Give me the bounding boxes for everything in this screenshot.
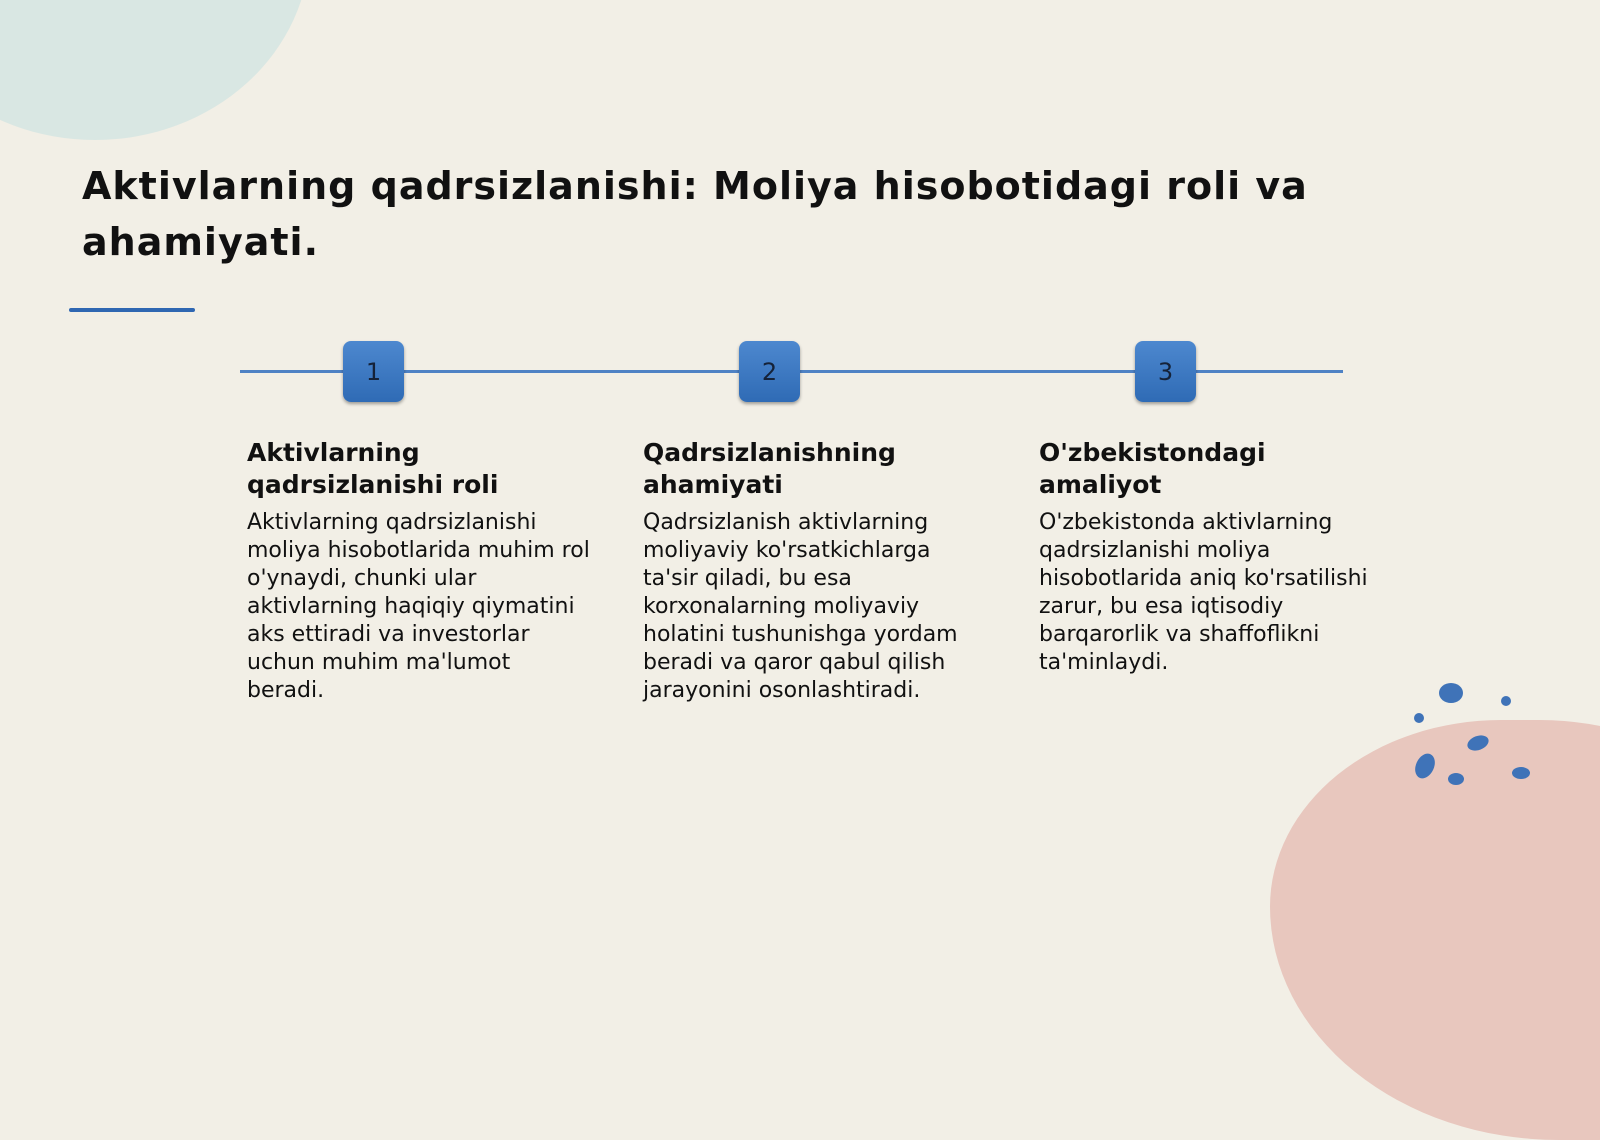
- step-2-number-box: [739, 341, 800, 402]
- title-underline: [69, 308, 195, 312]
- step-2-heading: Qadrsizlanishning ahamiyati: [643, 438, 896, 499]
- step-1-content: [247, 437, 592, 705]
- decorative-blob-top-left: [0, 0, 310, 140]
- step-1-number-box: [343, 341, 404, 402]
- step-1-number: 1: [365, 357, 382, 386]
- step-2-content: [643, 437, 988, 705]
- step-3-description: O'zbekistonda aktivlarning qadrsizlanishi moliya hisobotlarida aniq ko'rsatilishi zarur, bu esa iqtisodiy barqarorlik va shaffoflikni ta'minlaydi.: [1039, 510, 1368, 675]
- step-3-content: [1039, 437, 1384, 677]
- step-3-number-box: [1135, 341, 1196, 402]
- step-3-heading: O'zbekistondagi amaliyot: [1039, 438, 1266, 499]
- decorative-blob-bottom-right: [1270, 720, 1600, 1140]
- step-2-description: Qadrsizlanish aktivlarning moliyaviy ko'rsatkichlarga ta'sir qiladi, bu esa korxonalarning moliyaviy holatini tushunishga yordam beradi va qaror qabul qilish jarayonini osonlashtiradi.: [643, 510, 958, 703]
- step-1-heading: Aktivlarning qadrsizlanishi roli: [247, 438, 499, 499]
- page-title: Aktivlarning qadrsizlanishi: Moliya hisobotidagi roli va ahamiyati.: [82, 164, 1308, 264]
- step-3-number: 3: [1157, 357, 1174, 386]
- step-1-description: Aktivlarning qadrsizlanishi moliya hisobotlarida muhim rol o'ynaydi, chunki ular aktivlarning haqiqiy qiymatini aks ettiradi va investorlar uchun muhim ma'lumot beradi.: [247, 510, 590, 703]
- step-2-number: 2: [761, 357, 778, 386]
